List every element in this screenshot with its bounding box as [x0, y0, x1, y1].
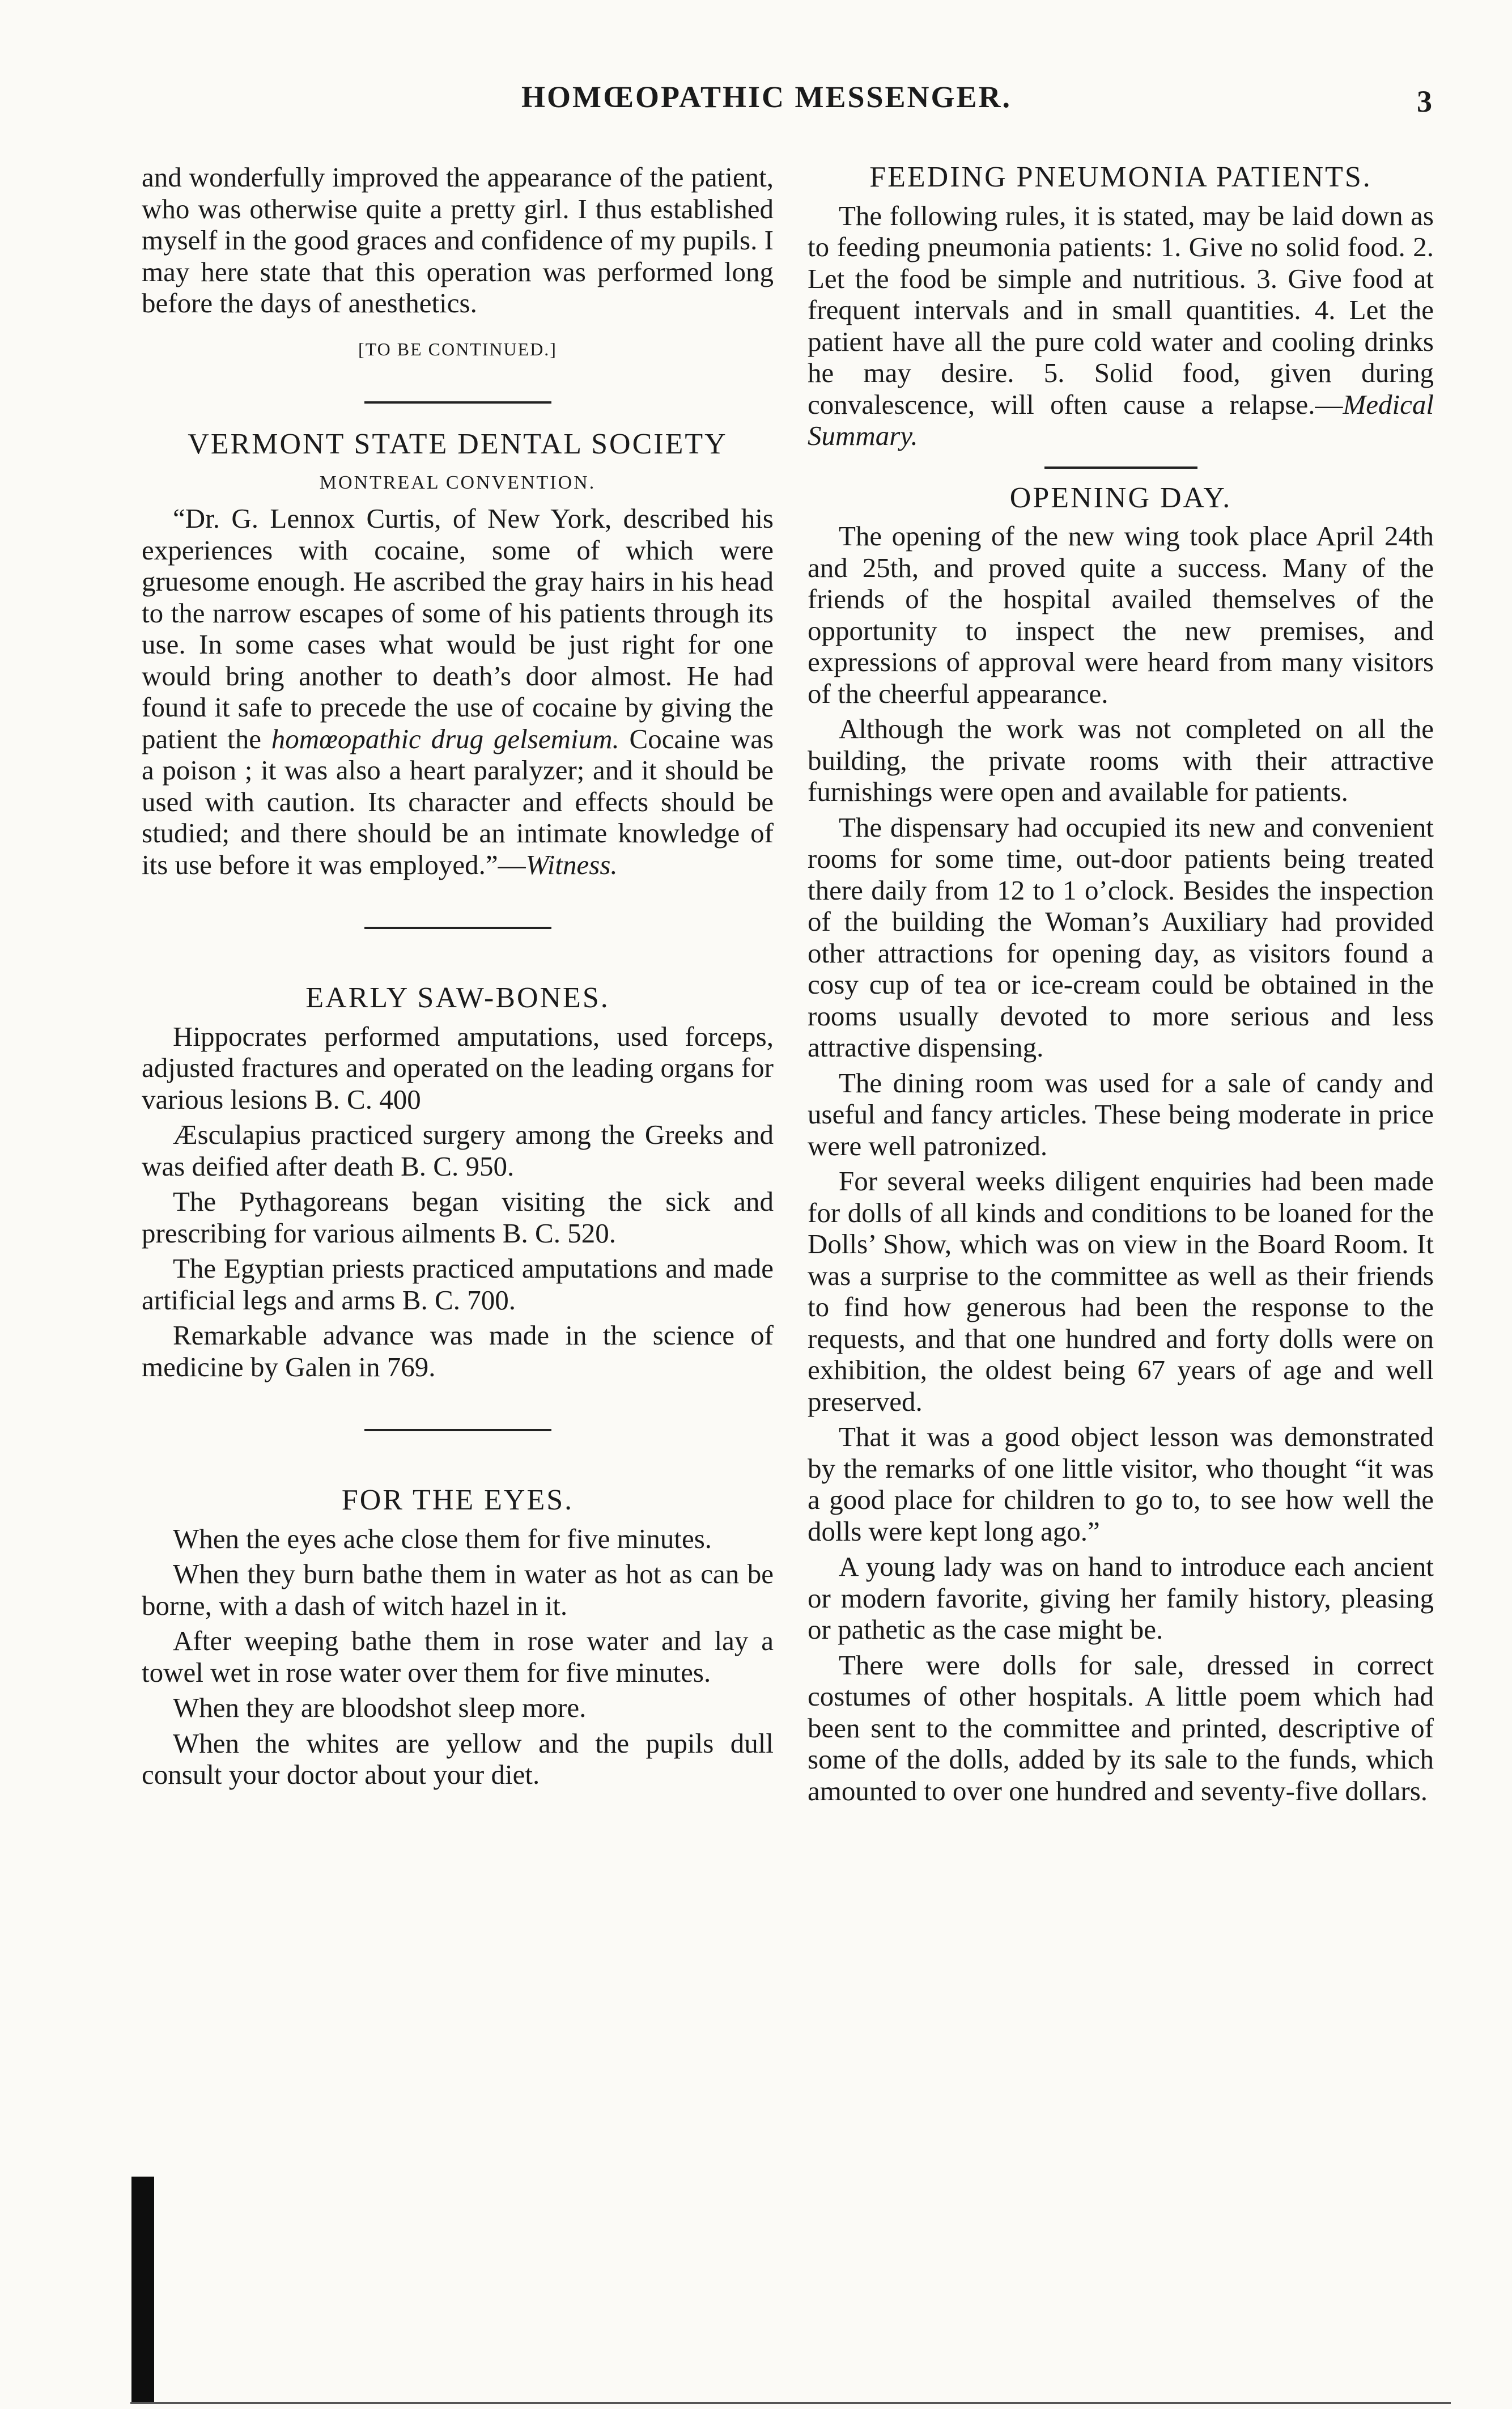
article-paragraph: For several weeks diligent enquiries had been made for dolls of all kinds and conditions to be loaned for the Dolls’ Show, which was on view in the Board Room. It was a surprise to the committee as well as their friends to find how generous had been the response to the requests, and that one hundred and forty dolls were on exhibition, the oldest being 67 years of age and well preserved.	[808, 1165, 1434, 1417]
article-paragraph: A young lady was on hand to introduce each ancient or modern favorite, giving her family history, pleasing or pathetic as the case might be.	[808, 1551, 1434, 1645]
section-divider	[364, 1429, 551, 1431]
article-paragraph: There were dolls for sale, dressed in correct costumes of other hospitals. A little poem which had been sent to the committee and printed, descriptive of some of the dolls, added by its sale to the funds, which amounted to over one hundred and seventy-five dollars.	[808, 1649, 1434, 1806]
article-text: “Dr. G. Lennox Curtis, of New York, described his experiences with cocaine, some of which were gruesome enough. He ascribed the gray hairs in his head to the narrow escapes of some of his patients through its use. In some cases what would be just right for one would bring another to death’s door almost. He had found it safe to precede the use of cocaine by giving the patient the	[142, 503, 774, 754]
article-paragraph	[808, 200, 1434, 452]
running-title: HOMŒOPATHIC MESSENGER.	[521, 80, 1012, 114]
article-text: Cocaine was a poison ; it was also a heart paralyzer; and it should be used with caution. Its character and effects should be studied; and there should be an intimate knowledge of its use before it was employed.”—	[142, 723, 774, 880]
article-paragraph: After weeping bathe them in rose water and lay a towel wet in rose water over them for five minutes.	[142, 1625, 774, 1688]
article-paragraph: When they burn bathe them in water as hot as can be borne, with a dash of witch hazel in it.	[142, 1558, 774, 1621]
article-paragraph: The opening of the new wing took place April 24th and 25th, and proved quite a success. Many of the friends of the hospital availed themselves of the opportunity to inspect the new premises, and expressions of approval were heard from many visitors of the cheerful appearance.	[808, 520, 1434, 709]
article-source: Witness.	[525, 849, 618, 880]
article-heading: EARLY SAW-BONES.	[305, 982, 610, 1014]
article-paragraph: When they are bloodshot sleep more.	[173, 1692, 587, 1723]
article-paragraph: Æsculapius practiced surgery among the Greeks and was deified after death B. C. 950.	[142, 1119, 774, 1182]
article-paragraph: The dining room was used for a sale of candy and useful and fancy articles. These being moderate in price were well patronized.	[808, 1067, 1434, 1161]
article-paragraph: The Pythagoreans began visiting the sick and prescribing for various ailments B. C. 520.	[142, 1186, 774, 1249]
to-be-continued-note: [TO BE CONTINUED.]	[358, 338, 557, 359]
article-heading: VERMONT STATE DENTAL SOCIETY	[188, 428, 728, 460]
section-divider	[364, 927, 551, 929]
pneumonia-article	[808, 162, 1434, 452]
section-divider	[1044, 466, 1197, 469]
italic-term: homœopathic drug gelsemium.	[271, 723, 619, 754]
article-paragraph: When the eyes ache close them for five minutes.	[173, 1522, 712, 1554]
article-paragraph: Hippocrates performed amputations, used forceps, adjusted fractures and operated on the leading organs for various lesions B. C. 400	[142, 1020, 774, 1115]
dental-society-article	[142, 429, 774, 880]
right-column	[808, 162, 1434, 1810]
article-paragraph: Although the work was not completed on all the building, the private rooms with their attractive furnishings were open and available for patients.	[808, 713, 1434, 807]
article-subheading: MONTREAL CONVENTION.	[319, 472, 596, 493]
article-heading: FEEDING PNEUMONIA PATIENTS.	[869, 161, 1372, 193]
page-edge	[130, 2402, 1451, 2404]
article-paragraph	[142, 503, 774, 880]
continued-article-paragraph: and wonderfully improved the appearance of the patient, who was otherwise quite a pretty girl. I thus established myself in the good graces and confidence of my pupils. I may here state that this operation was performed long before the days of anesthetics.	[142, 162, 774, 319]
article-heading: FOR THE EYES.	[341, 1484, 574, 1516]
article-paragraph: That it was a good object lesson was demonstrated by the remarks of one little visitor, who thought “it was a good place for children to go to, to see how well the dolls were kept long ago.”	[808, 1421, 1434, 1547]
page-number: 3	[1417, 84, 1432, 118]
section-divider	[364, 401, 551, 404]
article-heading: OPENING DAY.	[1009, 481, 1232, 514]
page-header	[0, 79, 1512, 142]
article-paragraph: Remarkable advance was made in the science of medicine by Galen in 769.	[142, 1320, 774, 1382]
opening-day-article	[808, 482, 1434, 1807]
article-text: The following rules, it is stated, may be laid down as to feeding pneumonia patients: 1. Give no solid food. 2. Let the food be simple and nutritious. 3. Give food at frequent intervals and in small quantities. 4. Let the patient have all the pure cold water and cooling drinks he may desire. 5. Solid food, given during convalescence, will often cause a relapse.—	[808, 200, 1434, 420]
article-paragraph: When the whites are yellow and the pupils dull consult your doctor about your diet.	[142, 1727, 774, 1790]
article-source: Medical Summary.	[808, 388, 1434, 451]
article-paragraph: The dispensary had occupied its new and convenient rooms for some time, out-door patients being treated there daily from 12 to 1 o’clock. Besides the inspection of the building the Woman’s Auxiliary had provided other attractions for opening day, as visitors found a cosy cup of tea or ice-cream could be obtained in the rooms usually devoted to more serious and less attractive dispensing.	[808, 811, 1434, 1063]
binding-shadow	[131, 2177, 154, 2403]
saw-bones-article	[142, 982, 774, 1382]
article-paragraph: The Egyptian priests practiced amputations and made artificial legs and arms B. C. 700.	[142, 1253, 774, 1316]
left-column	[142, 162, 774, 1795]
eyes-article	[142, 1485, 774, 1791]
